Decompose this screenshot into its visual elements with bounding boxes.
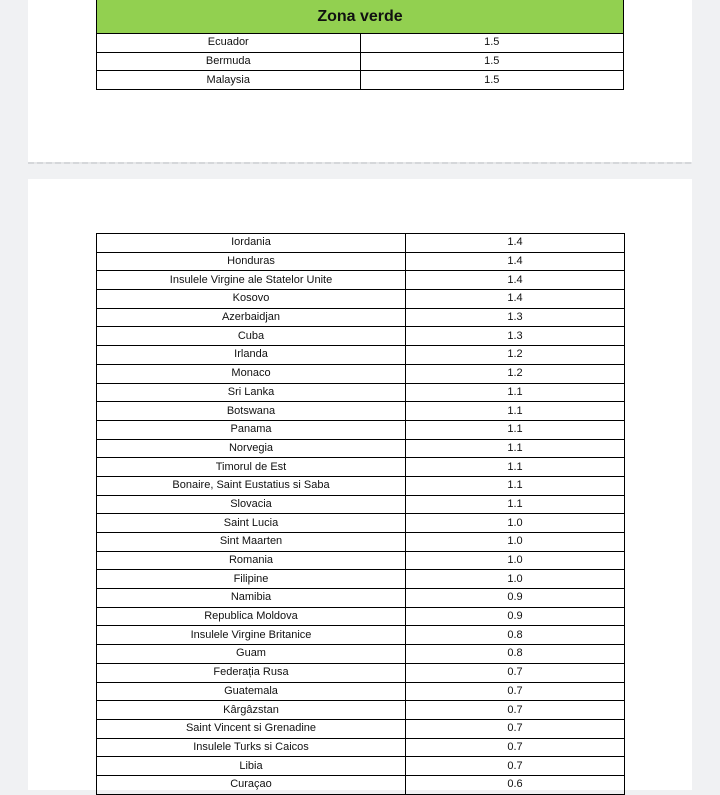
table-row bbox=[97, 234, 625, 253]
country-cell: Malaysia bbox=[97, 71, 361, 90]
country-cell: Bermuda bbox=[97, 52, 361, 71]
table-row bbox=[97, 271, 625, 290]
country-cell: Libia bbox=[97, 757, 406, 776]
value-cell: 0.7 bbox=[406, 663, 625, 682]
country-cell: Kârgâzstan bbox=[97, 701, 406, 720]
table-row bbox=[97, 775, 625, 794]
table-row bbox=[97, 551, 625, 570]
country-cell: Curaçao bbox=[97, 775, 406, 794]
page-separator bbox=[28, 162, 692, 164]
country-cell: Insulele Virgine ale Statelor Unite bbox=[97, 271, 406, 290]
table-row bbox=[97, 738, 625, 757]
value-cell: 0.8 bbox=[406, 645, 625, 664]
value-cell: 1.0 bbox=[406, 551, 625, 570]
value-cell: 1.4 bbox=[406, 290, 625, 309]
country-cell: Namibia bbox=[97, 589, 406, 608]
table-row bbox=[97, 308, 625, 327]
country-cell: Sint Maarten bbox=[97, 533, 406, 552]
country-cell: Guam bbox=[97, 645, 406, 664]
value-cell: 1.1 bbox=[406, 439, 625, 458]
country-cell: Federația Rusa bbox=[97, 663, 406, 682]
table-row bbox=[97, 402, 625, 421]
table-row bbox=[97, 458, 625, 477]
country-cell: Botswana bbox=[97, 402, 406, 421]
value-cell: 0.7 bbox=[406, 682, 625, 701]
country-cell: Panama bbox=[97, 420, 406, 439]
table-row bbox=[97, 570, 625, 589]
country-cell: Cuba bbox=[97, 327, 406, 346]
value-cell: 0.8 bbox=[406, 626, 625, 645]
value-cell: 1.4 bbox=[406, 252, 625, 271]
value-cell: 1.4 bbox=[406, 234, 625, 253]
value-cell: 1.2 bbox=[406, 364, 625, 383]
country-cell: Romania bbox=[97, 551, 406, 570]
value-cell: 1.3 bbox=[406, 308, 625, 327]
value-cell: 1.5 bbox=[360, 52, 624, 71]
value-cell: 0.7 bbox=[406, 701, 625, 720]
table-row bbox=[97, 757, 625, 776]
value-cell: 1.1 bbox=[406, 402, 625, 421]
table-row bbox=[97, 439, 625, 458]
table-row bbox=[97, 645, 625, 664]
table-row bbox=[97, 495, 625, 514]
value-cell: 1.1 bbox=[406, 458, 625, 477]
country-cell: Sri Lanka bbox=[97, 383, 406, 402]
country-cell: Filipine bbox=[97, 570, 406, 589]
table-row bbox=[97, 327, 625, 346]
country-cell: Guatemala bbox=[97, 682, 406, 701]
table-row bbox=[97, 663, 625, 682]
value-cell: 1.1 bbox=[406, 420, 625, 439]
table-row bbox=[97, 71, 624, 90]
country-cell: Irlanda bbox=[97, 346, 406, 365]
table-row bbox=[97, 383, 625, 402]
table-row bbox=[97, 476, 625, 495]
table-row bbox=[97, 719, 625, 738]
value-cell: 0.9 bbox=[406, 589, 625, 608]
country-cell: Saint Lucia bbox=[97, 514, 406, 533]
table-row bbox=[97, 346, 625, 365]
value-cell: 1.1 bbox=[406, 495, 625, 514]
country-cell: Honduras bbox=[97, 252, 406, 271]
table-row bbox=[97, 626, 625, 645]
value-cell: 0.9 bbox=[406, 607, 625, 626]
country-values-table bbox=[96, 233, 625, 795]
table-row bbox=[97, 420, 625, 439]
value-cell: 0.7 bbox=[406, 719, 625, 738]
table-row bbox=[97, 364, 625, 383]
country-cell: Norvegia bbox=[97, 439, 406, 458]
green-zone-title: Zona verde bbox=[97, 0, 624, 34]
country-cell: Bonaire, Saint Eustatius si Saba bbox=[97, 476, 406, 495]
value-cell: 1.1 bbox=[406, 476, 625, 495]
table-row bbox=[97, 701, 625, 720]
table-row bbox=[97, 682, 625, 701]
table-row bbox=[97, 252, 625, 271]
value-cell: 1.5 bbox=[360, 71, 624, 90]
value-cell: 1.1 bbox=[406, 383, 625, 402]
table-row bbox=[97, 34, 624, 53]
value-cell: 1.2 bbox=[406, 346, 625, 365]
table-row bbox=[97, 514, 625, 533]
green-zone-table bbox=[96, 0, 624, 90]
value-cell: 1.0 bbox=[406, 533, 625, 552]
value-cell: 0.7 bbox=[406, 738, 625, 757]
value-cell: 0.7 bbox=[406, 757, 625, 776]
value-cell: 1.4 bbox=[406, 271, 625, 290]
country-cell: Timorul de Est bbox=[97, 458, 406, 477]
table-row bbox=[97, 589, 625, 608]
value-cell: 1.0 bbox=[406, 570, 625, 589]
country-cell: Ecuador bbox=[97, 34, 361, 53]
value-cell: 0.6 bbox=[406, 775, 625, 794]
value-cell: 1.0 bbox=[406, 514, 625, 533]
green-zone-header-row bbox=[97, 0, 624, 34]
country-cell: Monaco bbox=[97, 364, 406, 383]
country-cell: Saint Vincent si Grenadine bbox=[97, 719, 406, 738]
table-row bbox=[97, 607, 625, 626]
country-cell: Azerbaidjan bbox=[97, 308, 406, 327]
country-cell: Kosovo bbox=[97, 290, 406, 309]
table-row bbox=[97, 52, 624, 71]
country-cell: Iordania bbox=[97, 234, 406, 253]
table-row bbox=[97, 290, 625, 309]
country-cell: Insulele Turks si Caicos bbox=[97, 738, 406, 757]
value-cell: 1.5 bbox=[360, 34, 624, 53]
country-cell: Slovacia bbox=[97, 495, 406, 514]
country-cell: Insulele Virgine Britanice bbox=[97, 626, 406, 645]
table-row bbox=[97, 533, 625, 552]
country-cell: Republica Moldova bbox=[97, 607, 406, 626]
value-cell: 1.3 bbox=[406, 327, 625, 346]
